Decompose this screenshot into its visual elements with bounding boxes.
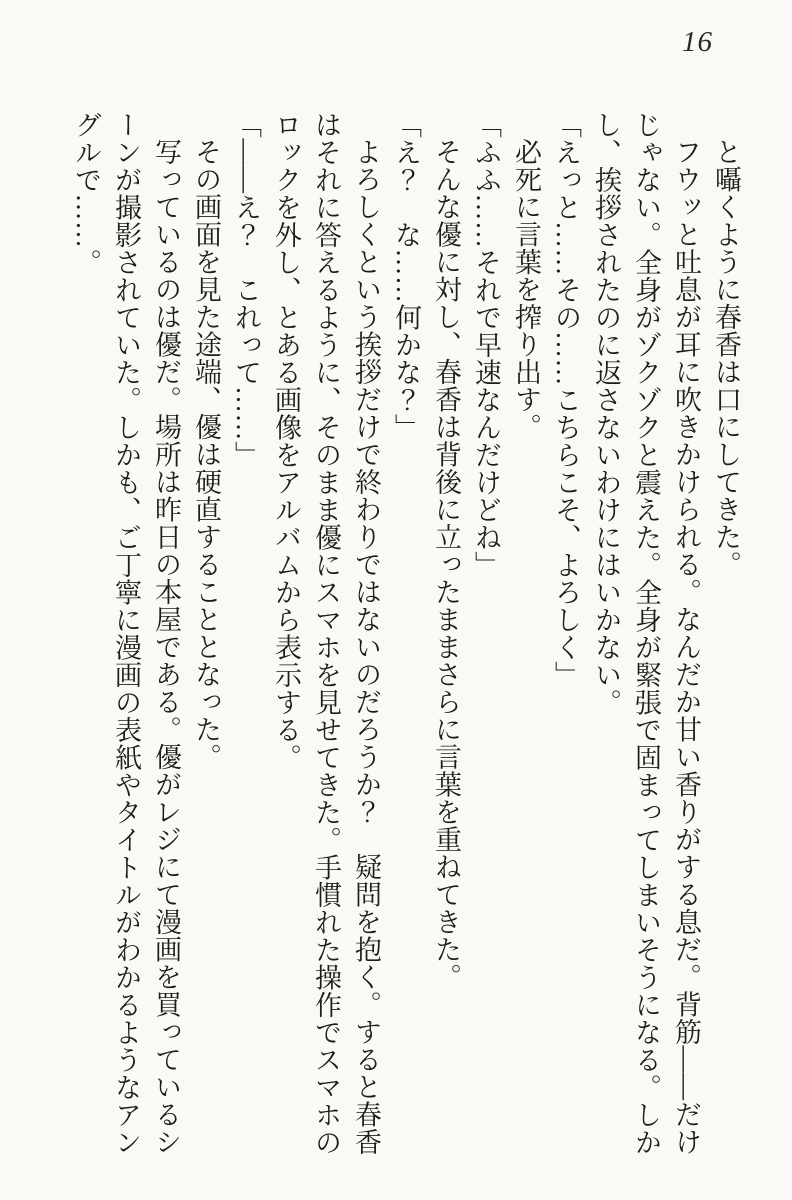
- paragraph-narration-3: 必死に言葉を搾り出す。: [511, 138, 541, 441]
- paragraph-narration-7: 写っているのは優だ。場所は昨日の本屋である。優がレジにて漫画を買っているシーンが撮影されていた。しかも、ご丁寧に漫画の表紙やタイトルがわかるようなアングルで……。: [71, 111, 181, 1156]
- paragraph-dialogue-1: 「えっと……その……こちらこそ、よろしく」: [551, 111, 581, 689]
- text-block: [44, 111, 746, 1158]
- paragraph-narration-1: と囁くように春香は口にしてきた。: [711, 138, 741, 578]
- page-number: 16: [682, 26, 713, 58]
- paragraph-dialogue-4: 「――え？ これって……」: [231, 111, 261, 469]
- paragraph-dialogue-3: 「え？ な……何かな？」: [391, 111, 421, 441]
- paragraph-narration-4: そんな優に対し、春香は背後に立ったままさらに言葉を重ねてきた。: [431, 138, 461, 991]
- paragraph-narration-6: その画面を見た途端、優は硬直することとなった。: [191, 138, 221, 771]
- paragraph-narration-5: よろしくという挨拶だけで終わりではないのだろうか？ 疑問を抱く。すると春香はそれに答えるように、そのまま優にスマホを見せてきた。手慣れた操作でスマホのロックを外し、とある画像をアルバムから表示する。: [271, 111, 381, 1156]
- paragraph-dialogue-2: 「ふふ……それで早速なんだけどね」: [471, 111, 501, 579]
- paragraph-narration-2: フウッと吐息が耳に吹きかけられる。なんだか甘い香りがする息だ。背筋――だけじゃない。全身がゾクゾクと震えた。全身が緊張で固まってしまいそうになる。しかし、挨拶されたのに返さないわけにはいかない。: [591, 111, 701, 1156]
